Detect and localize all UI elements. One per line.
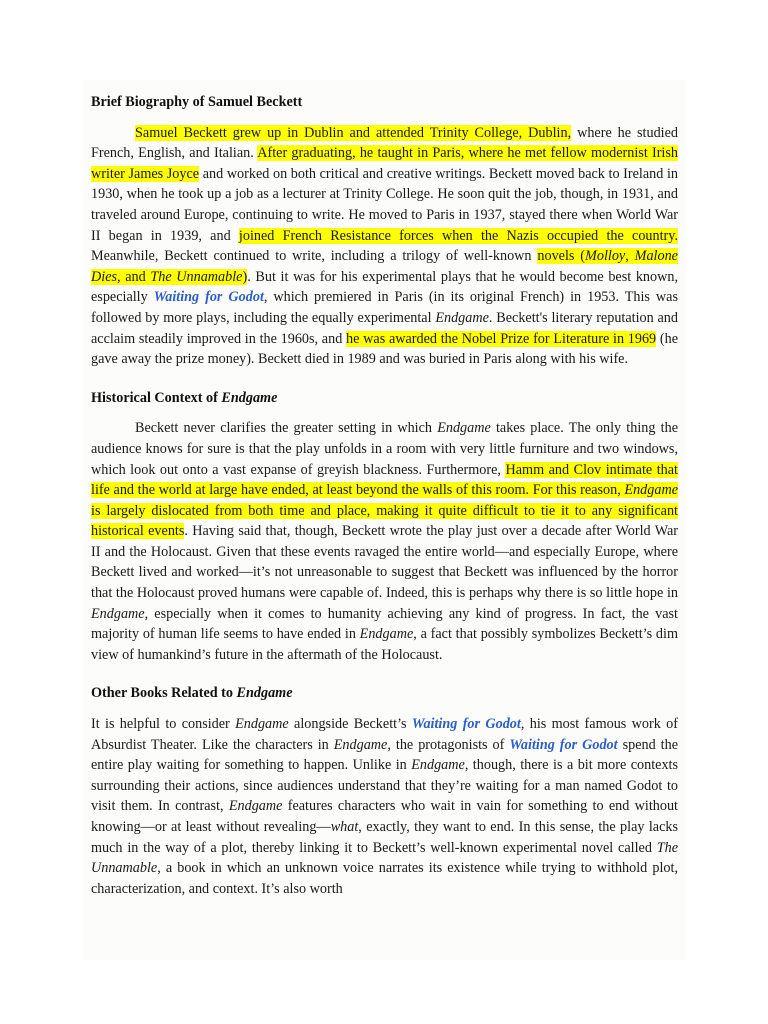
text-run: spend the entire play waiting for something to happen. Unlike in bbox=[91, 736, 678, 774]
link-waiting-for-godot[interactable]: Waiting for Godot bbox=[411, 716, 521, 733]
book-title: Endgame bbox=[435, 309, 489, 326]
paragraph-other-books bbox=[91, 714, 678, 899]
highlight: After graduating, he taught in Paris, where he met fellow modernist Irish writer James Joyce bbox=[91, 145, 678, 182]
text-run: , his most famous work of Absurdist Theater. Like the characters in bbox=[91, 716, 678, 753]
link-waiting-for-godot[interactable]: Waiting for Godot bbox=[509, 736, 618, 753]
text-run: , bbox=[625, 248, 635, 265]
text-run: novels ( bbox=[537, 248, 586, 265]
text-run: . Having said that, though, Beckett wrote the play just over a decade after World War II and the Holocaust. Given that these events ravaged the entire world—and especially Europe, where Beckett lived and worked—it’s not unreasonable to suggest that Beckett was influenced by the horror that the Holocaust proved humans were capable of. Indeed, this is perhaps why there is so little hope in bbox=[91, 523, 678, 602]
text-run: . But it was for his experimental plays that he would become best known, especially bbox=[91, 268, 678, 306]
text-run: alongside Beckett’s bbox=[288, 716, 412, 733]
book-title: Molloy bbox=[585, 248, 626, 265]
text-run: , the protagonists of bbox=[387, 736, 510, 753]
book-title: Endgame bbox=[411, 757, 465, 774]
emphasis: what bbox=[330, 819, 359, 835]
text-run: where he studied French, English, and Italian. bbox=[91, 124, 678, 162]
text-run: features characters who wait in vain for something to end without knowing—or at least without revealing— bbox=[91, 798, 678, 835]
section-heading-other-books bbox=[91, 683, 678, 704]
text-run: . Beckett's literary reputation and acclaim steadily improved in the 1960s, and bbox=[91, 309, 678, 347]
text-run: , a fact that possibly symbolizes Beckett’s dim view of humankind’s future in the aftermath of the Holocaust. bbox=[91, 626, 678, 663]
text-run: , which premiered in Paris (in its original French) in 1953. This was followed by more plays, including the equally experimental bbox=[91, 289, 678, 326]
book-title: Endgame bbox=[359, 626, 414, 643]
paragraph-biography bbox=[91, 123, 678, 370]
book-title: Endgame bbox=[228, 798, 283, 815]
text-run: , and bbox=[117, 268, 151, 285]
book-title: Endgame bbox=[437, 420, 491, 437]
book-title: The Unnamable bbox=[150, 268, 243, 285]
paragraph-historical-context bbox=[91, 418, 678, 665]
book-title: Endgame bbox=[333, 736, 388, 753]
heading-text: Brief Biography of Samuel Beckett bbox=[91, 94, 303, 110]
text-run: It is helpful to consider bbox=[91, 716, 236, 733]
text-run: Beckett never clarifies the greater setting in which bbox=[135, 420, 438, 437]
text-run: , though, there is a bit more contexts surrounding their actions, since audiences understand that they’re waiting for a man named Godot to visit them. In contrast, bbox=[91, 757, 679, 815]
text-run: takes place. The only thing the audience knows for sure is that the play unfolds in a room with very little furniture and two windows, which look out onto a vast expanse of greyish blackness. Furthermore, bbox=[91, 420, 678, 478]
heading-text: Historical Context of bbox=[91, 389, 222, 406]
link-waiting-for-godot[interactable]: Waiting for Godot bbox=[153, 289, 264, 306]
text-run: , exactly, they want to end. In this sense, the play lacks much in the way of a plot, thereby linking it to Beckett’s well-known experimental novel called bbox=[91, 819, 678, 856]
text-run: ) bbox=[242, 268, 248, 285]
text-run: Meanwhile, Beckett continued to write, including a trilogy of well-known bbox=[91, 248, 538, 265]
section-heading-historical-context bbox=[91, 388, 678, 409]
heading-title: Endgame bbox=[221, 389, 278, 406]
text-run: (he gave away the prize money). Beckett died in 1989 and was buried in Paris along with his wife. bbox=[91, 330, 679, 368]
text-run: is largely dislocated from both time and place, making it quite difficult to tie it to any significant historical events bbox=[91, 502, 678, 540]
section-heading-biography bbox=[91, 92, 678, 113]
book-title: Malone Dies bbox=[91, 248, 678, 285]
book-title: Endgame bbox=[235, 716, 289, 733]
book-title: The Unnamable bbox=[91, 839, 678, 877]
text-run: Hamm and Clov intimate that life and the world at large have ended, at least beyond the walls of this room. For this reason, bbox=[91, 461, 678, 499]
book-title: Endgame bbox=[624, 482, 678, 499]
highlight: Samuel Beckett grew up in Dublin and attended Trinity College, Dublin, bbox=[135, 124, 572, 141]
text-run: , a book in which an unknown voice narrates its existence while trying to withhold plot, characterization, and context. It’s also worth bbox=[91, 860, 678, 897]
heading-text: Other Books Related to bbox=[91, 685, 237, 702]
highlight: joined French Resistance forces when the Nazis occupied the country. bbox=[238, 227, 678, 244]
text-run: , especially when it comes to humanity achieving any kind of progress. In fact, the vast majority of human life seems to have ended in bbox=[91, 605, 678, 643]
highlight: he was awarded the Nobel Prize for Literature in 1969 bbox=[346, 330, 657, 347]
document-content bbox=[91, 92, 678, 912]
heading-title: Endgame bbox=[236, 685, 293, 702]
book-title: Endgame bbox=[91, 605, 145, 622]
text-run: and worked on both critical and creative writings. Beckett moved back to Ireland in 1930, when he took up a job as a lecturer at Trinity College. He soon quit the job, though, in 1931, and traveled around Europe, continuing to write. He moved to Paris in 1937, stayed there when World War II began in 1939, and bbox=[91, 165, 678, 244]
